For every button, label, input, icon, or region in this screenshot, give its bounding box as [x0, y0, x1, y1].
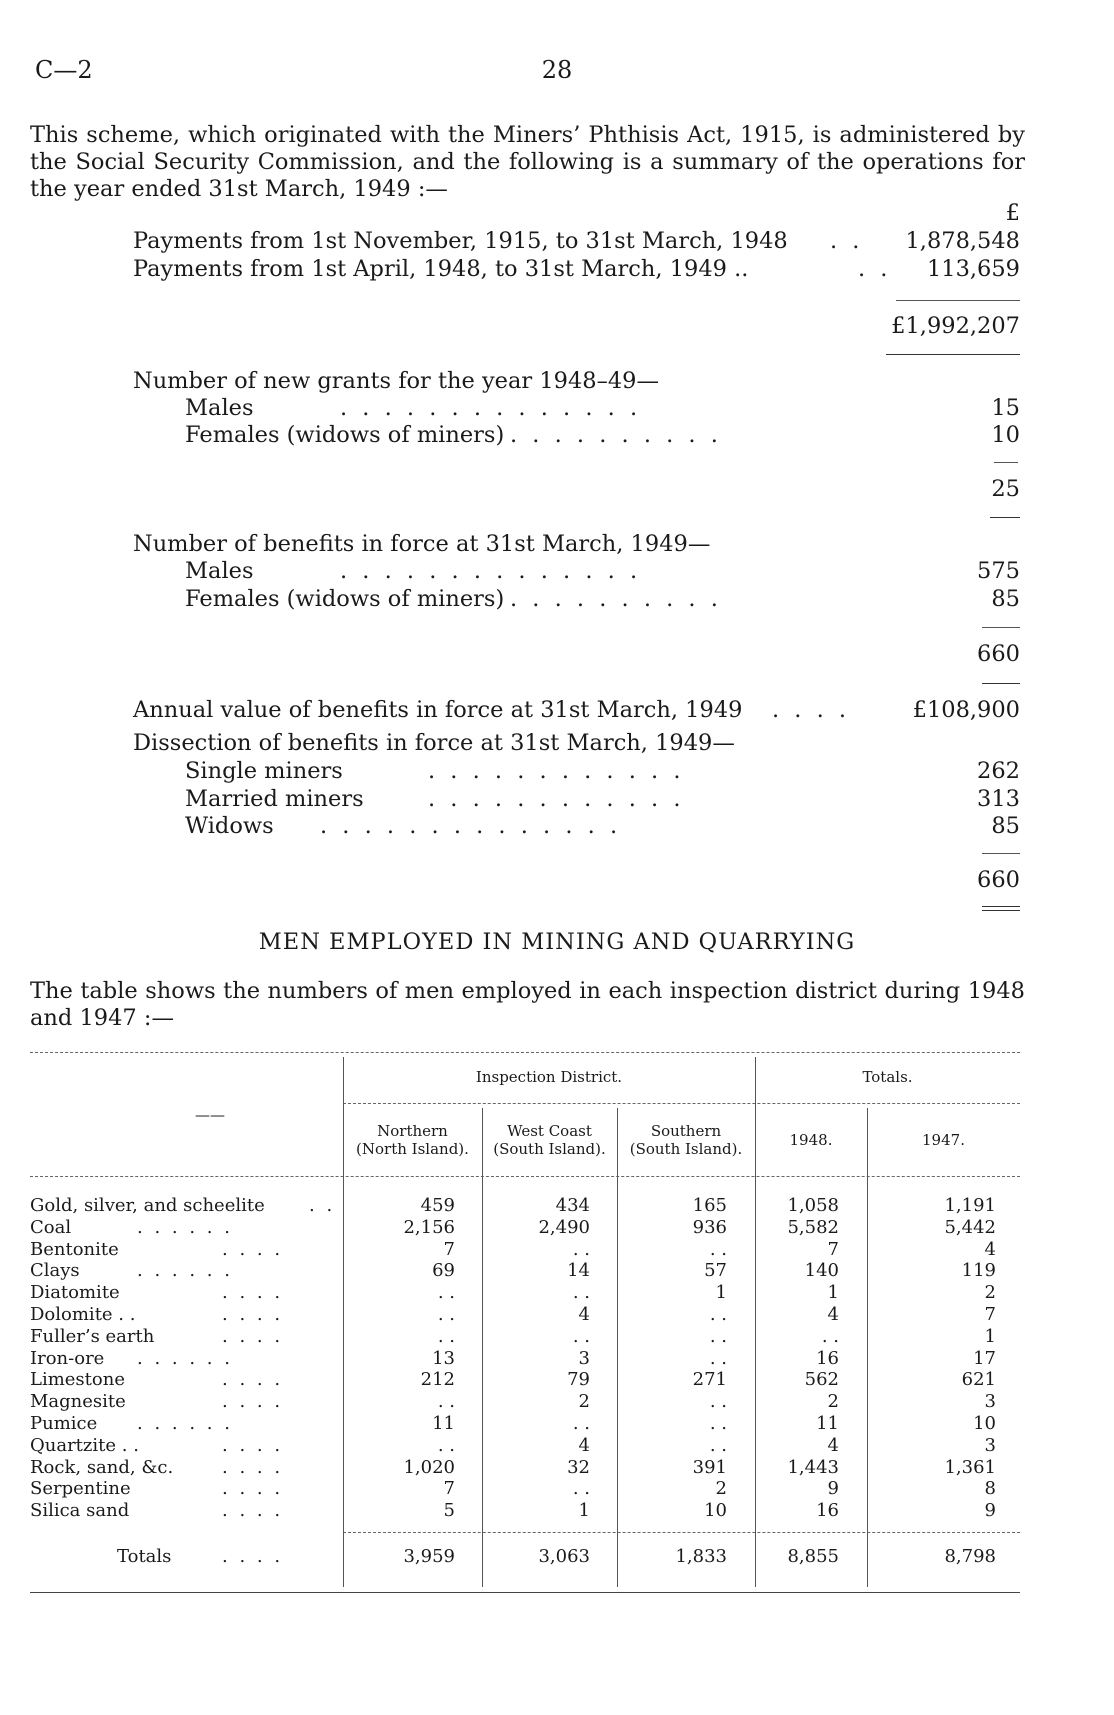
leader-dots: . . . . . . . . . . . . . . [320, 813, 622, 839]
table-cell: 434 [555, 1195, 590, 1216]
dissection-single-label: Single miners [185, 758, 343, 784]
dissection-married-value: 313 [977, 786, 1020, 812]
table-cell: 1,191 [944, 1195, 996, 1216]
column-header-1948: 1948. [789, 1131, 833, 1149]
header-line: (North Island). [356, 1140, 469, 1158]
total-southern: 1,833 [675, 1546, 727, 1567]
benefits-males-value: 575 [977, 558, 1020, 584]
row-label: Magnesite [30, 1391, 126, 1413]
subtotal-rule [982, 853, 1020, 854]
total-rule [990, 517, 1020, 518]
table-cell: 4 [578, 1434, 590, 1456]
leader-dots: . . . . . . [137, 1347, 233, 1369]
table-cell: . . [437, 1325, 455, 1347]
table-cell: 16 [816, 1347, 839, 1369]
table-cell: 79 [567, 1369, 590, 1391]
table-cell: 16 [816, 1500, 839, 1522]
row-label: Pumice [30, 1413, 98, 1434]
table-cell: 69 [432, 1260, 455, 1282]
row-label: Dolomite . . [30, 1304, 136, 1325]
row-label: Clays [30, 1260, 80, 1282]
table-cell: . . [709, 1325, 727, 1347]
table-cell: . . [709, 1238, 727, 1260]
total-1948: 8,855 [787, 1546, 839, 1567]
header-line: Northern [377, 1122, 448, 1140]
header-line: (South Island). [629, 1140, 743, 1158]
row-label: Quartzite . . [30, 1434, 139, 1456]
table-cell: 1 [984, 1325, 996, 1347]
total-northern: 3,959 [403, 1546, 455, 1567]
table-top-rule [30, 1052, 1020, 1053]
leader-dots: . . . . . . [137, 1413, 233, 1434]
leader-dots: . . . . [222, 1456, 284, 1478]
row-label: Serpentine [30, 1478, 131, 1500]
table-cell: 57 [704, 1260, 727, 1282]
table-cell: 165 [692, 1195, 727, 1216]
table-cell: . . [572, 1238, 590, 1260]
table-cell: 2 [578, 1391, 590, 1413]
double-total-rule [982, 906, 1020, 911]
leader-dots: . . . . [222, 1369, 284, 1391]
group-header-district: Inspection District. [475, 1068, 623, 1086]
leader-dots: . . . . . . . . . . . . . . [340, 558, 642, 584]
table-cell: 11 [432, 1413, 455, 1434]
table-cell: 2 [715, 1478, 727, 1500]
leader-dots: . . [830, 228, 864, 254]
row-label: Diatomite [30, 1282, 120, 1304]
row-label: Limestone [30, 1369, 125, 1391]
row-label: Fuller’s earth [30, 1325, 155, 1347]
currency-header: £ [1005, 200, 1020, 226]
leader-dots: . . . . . . . . . . . . . . [340, 395, 642, 421]
table-cell: 10 [704, 1500, 727, 1522]
table-cell: 4 [984, 1238, 996, 1260]
table-cell: . . [572, 1478, 590, 1500]
table-cell: 32 [567, 1456, 590, 1478]
payment-label: Payments from 1st November, 1915, to 31st March, 1948 [133, 228, 788, 254]
table-cell: 4 [827, 1304, 839, 1325]
table-cell: . . [572, 1325, 590, 1347]
dissection-married-label: Married miners [185, 786, 364, 812]
table-cell: 7 [984, 1304, 996, 1325]
table-cell: 1 [578, 1500, 590, 1522]
grants-total: 25 [991, 476, 1020, 502]
row-label: Iron-ore [30, 1347, 105, 1369]
leader-dots: . . . . [222, 1434, 284, 1456]
table-cell: 11 [816, 1413, 839, 1434]
table-cell: 391 [692, 1456, 727, 1478]
table-cell: 1,443 [787, 1456, 839, 1478]
table-cell: . . [437, 1391, 455, 1413]
annual-value-label: Annual value of benefits in force at 31st March, 1949 [133, 697, 743, 723]
leader-dots: . . . . [222, 1282, 284, 1304]
table-cell: 459 [420, 1195, 455, 1216]
column-header-1947: 1947. [922, 1131, 965, 1149]
new-grants-title: Number of new grants for the year 1948–49— [133, 368, 659, 394]
header-line: (South Island). [493, 1140, 606, 1158]
table-cell: . . [437, 1282, 455, 1304]
table-bottom-rule [30, 1592, 1020, 1593]
intro-paragraph: This scheme, which originated with the Miners’ Phthisis Act, 1915, is administered by the Social Security Commission, and the following is a summary of the operations for the year ended 31st March, 1949 :— [30, 122, 1025, 202]
leader-dots: . . . . [222, 1478, 284, 1500]
table-cell: 7 [443, 1238, 455, 1260]
table-cell: 2 [827, 1391, 839, 1413]
benefits-title: Number of benefits in force at 31st March, 1949— [133, 531, 711, 557]
payments-total: £1,992,207 [891, 313, 1020, 339]
section-heading: MEN EMPLOYED IN MINING AND QUARRYING [258, 929, 856, 955]
header-bottom-rule [30, 1176, 1020, 1177]
leader-dots: . . . . . . . . . . [510, 586, 722, 612]
grants-females-value: 10 [991, 422, 1020, 448]
table-cell: 13 [432, 1347, 455, 1369]
column-header-west-coast [482, 1122, 617, 1158]
leader-dots: . . . . . . . . . . . . [428, 758, 685, 784]
row-label: Coal [30, 1216, 72, 1238]
table-cell: 3 [984, 1391, 996, 1413]
table-cell: 1 [715, 1282, 727, 1304]
benefits-females-value: 85 [991, 586, 1020, 612]
table-cell: 2 [984, 1282, 996, 1304]
leader-dots: . . . . [222, 1546, 284, 1567]
total-rule [886, 354, 1020, 355]
table-cell: 621 [961, 1369, 996, 1391]
grants-males-label: Males [185, 395, 254, 421]
table-cell: 9 [827, 1478, 839, 1500]
row-label: Gold, silver, and scheelite [30, 1195, 265, 1216]
total-west-coast: 3,063 [538, 1546, 590, 1567]
row-label: Silica sand [30, 1500, 130, 1522]
dissection-title: Dissection of benefits in force at 31st March, 1949— [133, 730, 735, 756]
dissection-widows-value: 85 [991, 813, 1020, 839]
table-cell: 4 [578, 1304, 590, 1325]
page-number: 28 [541, 56, 573, 84]
subtotal-rule [982, 627, 1020, 628]
payment-value: 113,659 [926, 256, 1020, 282]
payment-value: 1,878,548 [905, 228, 1020, 254]
table-cell: 9 [984, 1500, 996, 1522]
table-cell: 5,582 [787, 1216, 839, 1238]
table-cell: 119 [961, 1260, 996, 1282]
table-cell: 14 [567, 1260, 590, 1282]
totals-rule [343, 1532, 1020, 1533]
leader-dots: . . . . [772, 697, 851, 723]
grants-females-label: Females (widows of miners) [185, 422, 505, 448]
table-cell: . . [572, 1413, 590, 1434]
leader-dots: . . [858, 256, 892, 282]
table-cell: 1,058 [787, 1195, 839, 1216]
leader-dots: . . . . [222, 1500, 284, 1522]
table-cell: . . [437, 1304, 455, 1325]
leader-dots: . . [309, 1195, 336, 1216]
benefits-total: 660 [977, 641, 1020, 667]
leader-dots: . . . . . . . . . . . . [428, 786, 685, 812]
row-label: Bentonite [30, 1238, 119, 1260]
row-label: Rock, sand, &c. [30, 1456, 174, 1478]
header-line: Southern [650, 1122, 722, 1140]
total-1947: 8,798 [944, 1546, 996, 1567]
table-cell: 3 [578, 1347, 590, 1369]
totals-label: Totals [117, 1546, 172, 1567]
leader-dots: . . . . [222, 1238, 284, 1260]
table-cell: . . [709, 1347, 727, 1369]
leader-dots: . . . . . . [137, 1216, 233, 1238]
table-cell: . . [709, 1391, 727, 1413]
group-header-totals: Totals. [862, 1068, 913, 1086]
table-cell: 271 [692, 1369, 727, 1391]
column-header-southern [617, 1122, 755, 1158]
leader-dots: . . . . [222, 1304, 284, 1325]
leader-dots: . . . . . . . . . . [510, 422, 722, 448]
table-cell: . . [821, 1325, 839, 1347]
table-cell: 1,020 [403, 1456, 455, 1478]
total-rule [982, 683, 1020, 684]
table-cell: 1,361 [944, 1456, 996, 1478]
table-cell: 2,490 [538, 1216, 590, 1238]
table-cell: 1 [827, 1282, 839, 1304]
column-header-northern [343, 1122, 482, 1158]
table-cell: . . [709, 1304, 727, 1325]
benefits-females-label: Females (widows of miners) [185, 586, 505, 612]
table-cell: . . [709, 1413, 727, 1434]
table-cell: . . [709, 1434, 727, 1456]
table-cell: . . [572, 1282, 590, 1304]
annual-value: £108,900 [912, 697, 1020, 723]
header-mid-rule [343, 1103, 1020, 1104]
benefits-males-label: Males [185, 558, 254, 584]
document-reference: C—2 [35, 56, 93, 84]
table-cell: 212 [420, 1369, 455, 1391]
subtotal-rule [896, 300, 1020, 301]
payment-label: Payments from 1st April, 1948, to 31st March, 1949 .. [133, 256, 749, 282]
dissection-total: 660 [977, 867, 1020, 893]
leader-dots: . . . . [222, 1391, 284, 1413]
blank-header: —— [195, 1106, 225, 1124]
leader-dots: . . . . . . [137, 1260, 233, 1282]
section-intro: The table shows the numbers of men employed in each inspection district during 1948 and 1947 :— [30, 978, 1025, 1031]
dissection-single-value: 262 [977, 758, 1020, 784]
table-cell: 4 [827, 1434, 839, 1456]
table-cell: 8 [984, 1478, 996, 1500]
table-cell: 7 [443, 1478, 455, 1500]
table-cell: 7 [827, 1238, 839, 1260]
table-cell: 140 [804, 1260, 839, 1282]
table-cell: 562 [804, 1369, 839, 1391]
header-line: West Coast [507, 1122, 592, 1140]
dissection-widows-label: Widows [185, 813, 274, 839]
table-cell: 936 [692, 1216, 727, 1238]
table-cell: 2,156 [403, 1216, 455, 1238]
grants-males-value: 15 [991, 395, 1020, 421]
table-cell: 17 [973, 1347, 996, 1369]
table-cell: . . [437, 1434, 455, 1456]
table-cell: 5 [443, 1500, 455, 1522]
table-cell: 10 [973, 1413, 996, 1434]
subtotal-rule [994, 462, 1018, 463]
table-cell: 3 [984, 1434, 996, 1456]
table-cell: 5,442 [944, 1216, 996, 1238]
leader-dots: . . . . [222, 1325, 284, 1347]
